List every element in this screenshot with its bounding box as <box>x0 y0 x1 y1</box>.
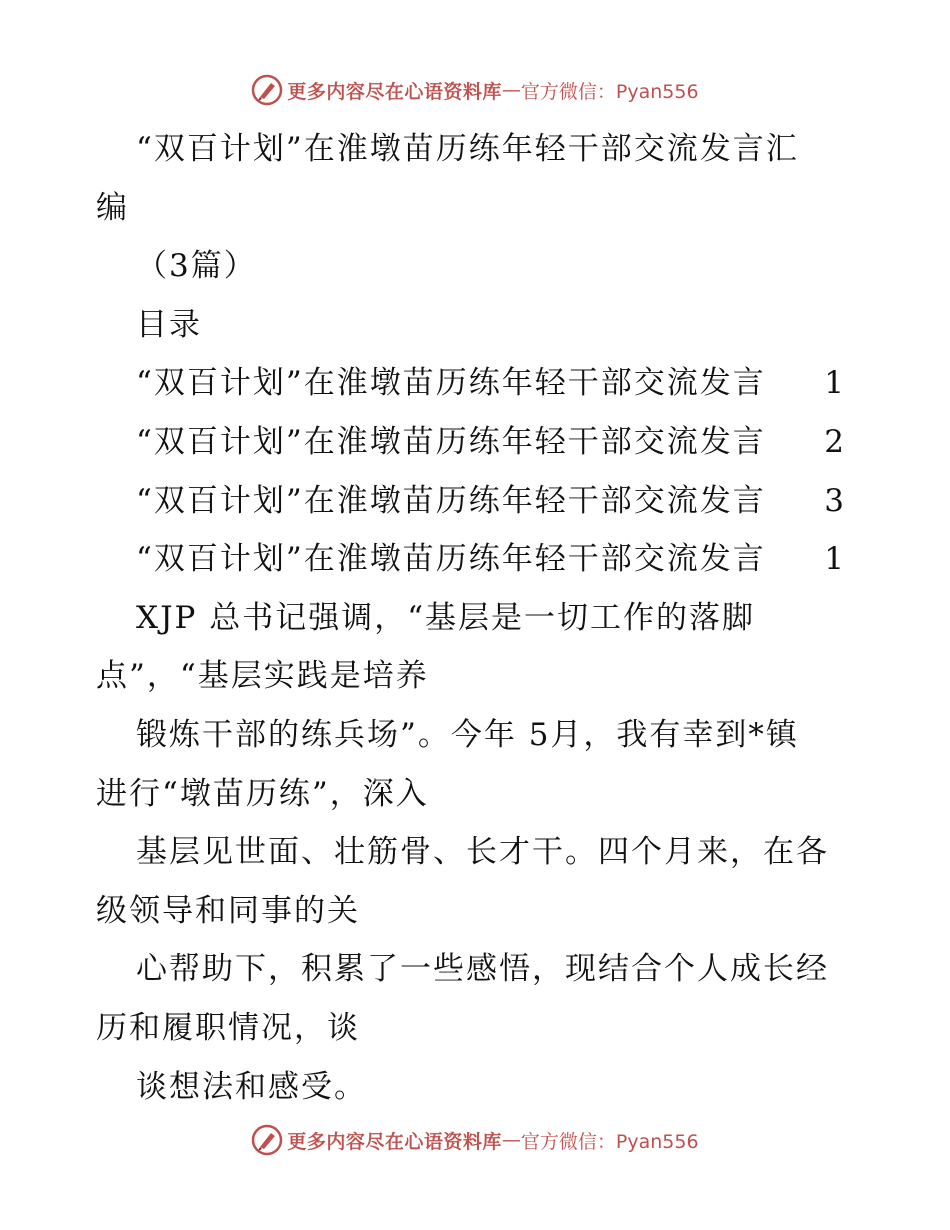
banner-text: 更多内容尽在心语资料库 <box>287 1130 502 1153</box>
body-line: 谈想法和感受。 <box>136 1068 367 1105</box>
banner-wechat: 官方微信：Pyan556 <box>520 1130 699 1153</box>
section-heading-page: 1 <box>824 541 846 578</box>
banner-separator: — <box>501 79 521 101</box>
body-line: XJP 总书记强调，“基层是一切工作的落脚 <box>136 599 756 636</box>
pen-logo-icon <box>251 74 283 106</box>
banner-text: 更多内容尽在心语资料库 <box>287 80 502 103</box>
body-line: 进行“墩苗历练”，深入 <box>96 775 429 812</box>
body-line: 基层见世面、壮筋骨、长才干。四个月来，在各 <box>136 834 829 871</box>
pen-logo-icon <box>251 1124 283 1156</box>
toc-entry-title: “双百计划”在淮墩苗历练年轻干部交流发言 <box>136 423 766 460</box>
footer-watermark-banner <box>0 1120 950 1160</box>
body-line: 历和履职情况，谈 <box>96 1009 360 1046</box>
document-body <box>96 120 856 1116</box>
toc-entry-page: 1 <box>824 365 846 402</box>
toc-heading: 目录 <box>136 306 202 343</box>
body-line: 锻炼干部的练兵场”。今年 5月，我有幸到*镇 <box>136 716 799 753</box>
article-count: （3篇） <box>136 248 257 285</box>
toc-entry[interactable] <box>96 472 846 531</box>
toc-entry[interactable] <box>96 413 846 472</box>
body-line: 心帮助下，积累了一些感悟，现结合个人成长经 <box>136 951 829 988</box>
banner-wechat: 官方微信：Pyan556 <box>520 80 699 103</box>
document-title-line-2: 编 <box>96 189 129 226</box>
banner-separator: — <box>501 1129 521 1151</box>
body-line: 点”，“基层实践是培养 <box>96 658 429 695</box>
body-line: 级领导和同事的关 <box>96 892 360 929</box>
toc-entry-title: “双百计划”在淮墩苗历练年轻干部交流发言 <box>136 482 766 519</box>
section-heading-title: “双百计划”在淮墩苗历练年轻干部交流发言 <box>136 541 766 578</box>
header-watermark-banner <box>0 70 950 110</box>
toc-entry-title: “双百计划”在淮墩苗历练年轻干部交流发言 <box>136 365 766 402</box>
toc-entry-page: 3 <box>824 482 846 519</box>
section-heading <box>96 530 846 589</box>
toc-entry[interactable] <box>96 354 846 413</box>
document-title-line-1: “双百计划”在淮墩苗历练年轻干部交流发言汇 <box>136 131 799 167</box>
toc-entry-page: 2 <box>824 423 846 460</box>
